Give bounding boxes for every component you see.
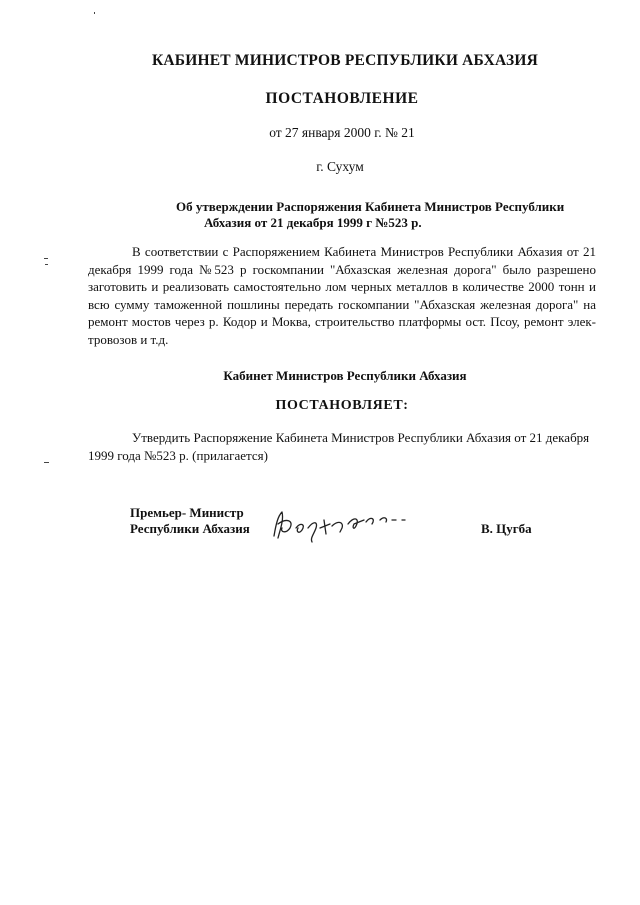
resolves-heading: ПОСТАНОВЛЯЕТ: (275, 398, 409, 413)
document-city: г. Сухум (316, 159, 364, 174)
document-date-number: от 27 января 2000 г. № 21 (269, 125, 415, 140)
handwritten-signature (268, 498, 418, 548)
subject-line: Абхазия от 21 декабря 1999 г №523 р. (204, 215, 422, 230)
signatory-name: В. Цугба (481, 521, 532, 536)
scan-mark (94, 12, 95, 14)
signatory-position (130, 505, 250, 537)
body-line: заготовить и реализовать самостоятельно лом черных металлов в количестве 2000 тонн и (88, 279, 596, 294)
cabinet-line: Кабинет Министров Республики Абхазия (223, 368, 467, 383)
subject-line: Об утверждении Распоряжения Кабинета Министров Республики (176, 199, 565, 214)
body-paragraph (88, 243, 596, 348)
signatory-position-line: Премьер- Министр (130, 505, 244, 520)
body-line: тровозов и т.д. (88, 331, 169, 347)
organization-title: КАБИНЕТ МИНИСТРОВ РЕСПУБЛИКИ АБХАЗИЯ (151, 52, 539, 69)
body-line: В соответствии с Распоряжением Кабинета Министров Республики Абхазия от 21 (132, 244, 596, 259)
approve-paragraph (88, 429, 596, 464)
document-subject (176, 199, 564, 231)
signatory-position-line: Республики Абхазия (130, 521, 250, 536)
scan-mark (44, 258, 48, 259)
scan-mark (45, 264, 48, 265)
scan-mark (44, 462, 49, 463)
body-line: всю сумму таможенной пошлины передать госкомпании "Абхазская железная дорога" на (88, 296, 596, 312)
body-line: ремонт мостов через р. Кодор и Моква, строительство платформы ост. Псоу, ремонт элек- (88, 314, 596, 329)
document-type-heading: ПОСТАНОВЛЕНИЕ (265, 90, 419, 107)
approve-line: Утвердить Распоряжение Кабинета Министров Республики Абхазия от 21 декабря (132, 430, 590, 445)
body-line: декабря 1999 года №523 р госкомпании "Абхазская железная дорога" было разрешено (88, 261, 596, 277)
approve-line: 1999 года №523 р. (прилагается) (88, 447, 268, 463)
